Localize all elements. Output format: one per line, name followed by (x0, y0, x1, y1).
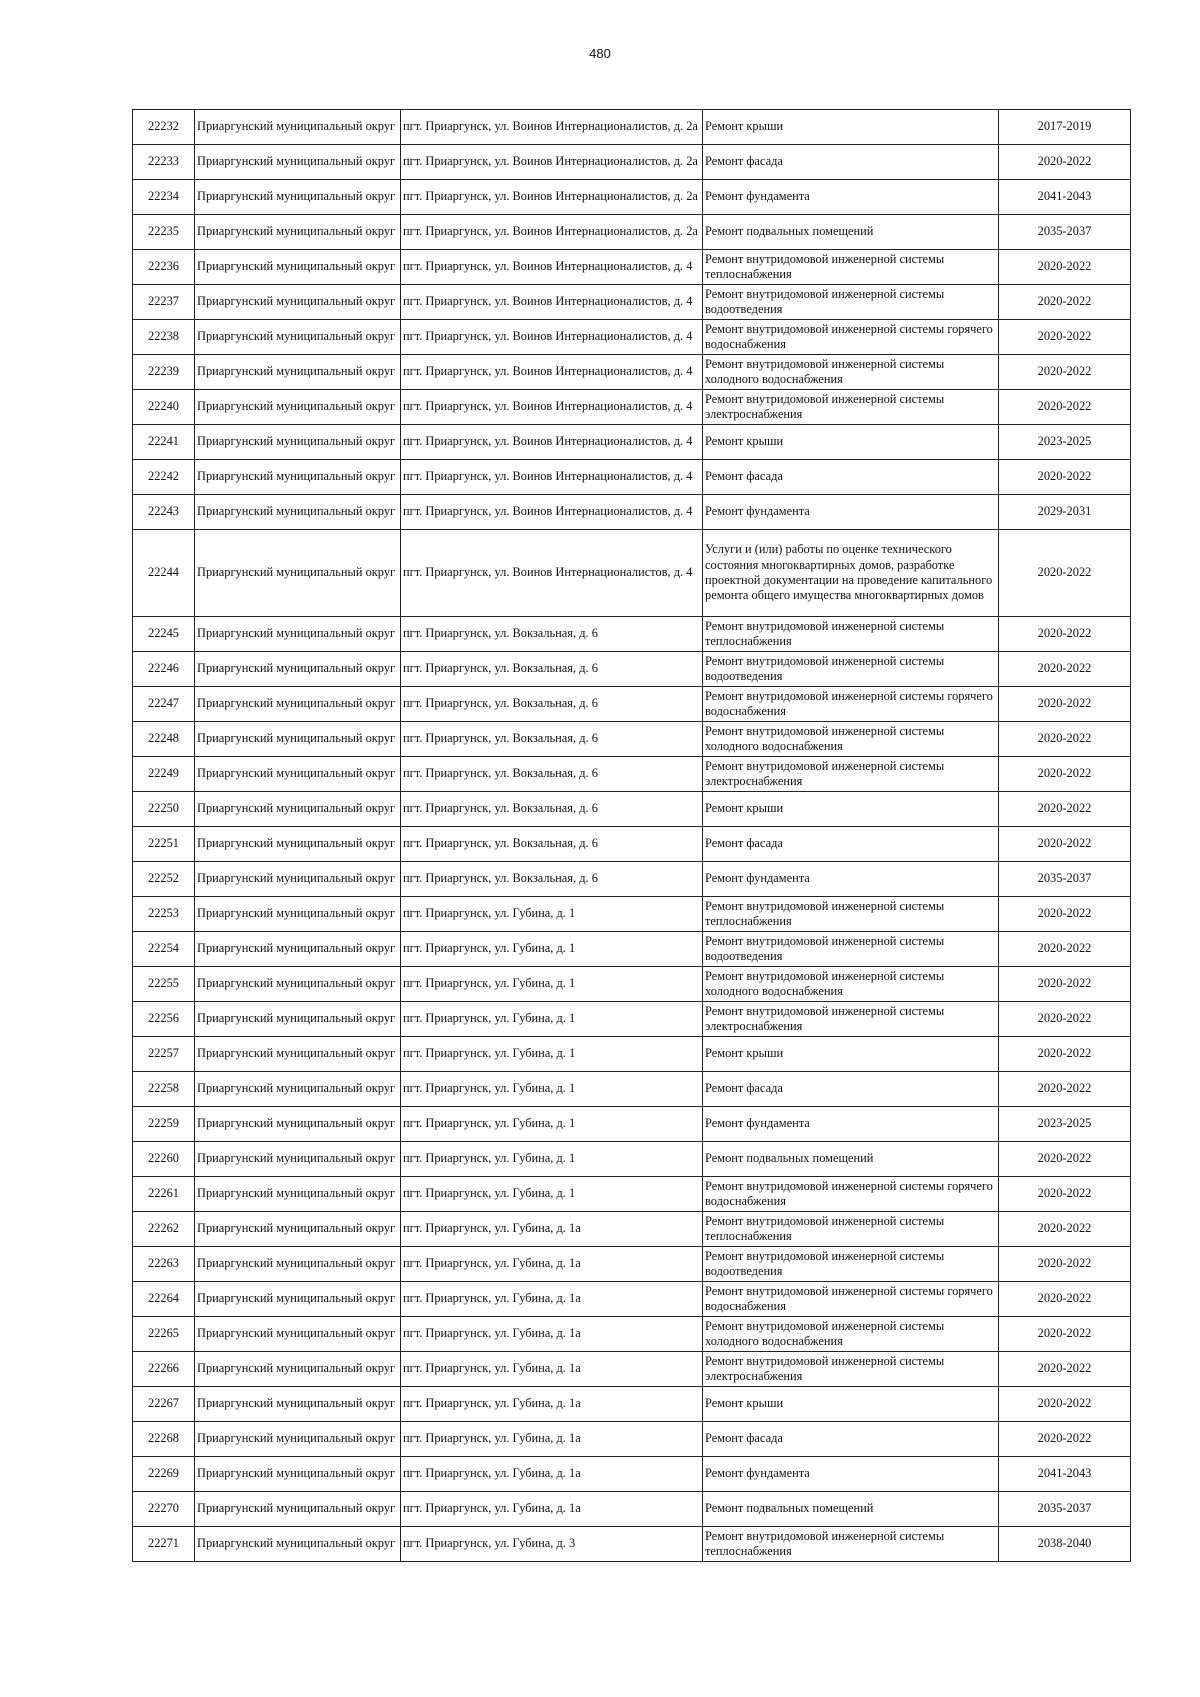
period-cell: 2020-2022 (999, 1072, 1131, 1107)
period-cell: 2020-2022 (999, 285, 1131, 320)
work-type-cell: Ремонт внутридомовой инженерной системы водоотведения (703, 1247, 999, 1282)
district-cell: Приаргунский муниципальный округ (195, 1492, 401, 1527)
address-cell: пгт. Приаргунск, ул. Воинов Интернационалистов, д. 4 (401, 530, 703, 617)
table-row (133, 897, 1131, 932)
row-number-cell: 22250 (133, 792, 195, 827)
row-number-cell: 22262 (133, 1212, 195, 1247)
address-cell: пгт. Приаргунск, ул. Воинов Интернационалистов, д. 4 (401, 495, 703, 530)
row-number-cell: 22256 (133, 1002, 195, 1037)
work-type-cell: Ремонт внутридомовой инженерной системы электроснабжения (703, 390, 999, 425)
table-row (133, 1457, 1131, 1492)
district-cell: Приаргунский муниципальный округ (195, 390, 401, 425)
row-number-cell: 22260 (133, 1142, 195, 1177)
row-number-cell: 22246 (133, 652, 195, 687)
table-row (133, 967, 1131, 1002)
row-number-cell: 22249 (133, 757, 195, 792)
address-cell: пгт. Приаргунск, ул. Губина, д. 1а (401, 1317, 703, 1352)
row-number-cell: 22268 (133, 1422, 195, 1457)
period-cell: 2020-2022 (999, 932, 1131, 967)
row-number-cell: 22234 (133, 180, 195, 215)
address-cell: пгт. Приаргунск, ул. Губина, д. 1а (401, 1457, 703, 1492)
district-cell: Приаргунский муниципальный округ (195, 1317, 401, 1352)
district-cell: Приаргунский муниципальный округ (195, 967, 401, 1002)
row-number-cell: 22241 (133, 425, 195, 460)
period-cell: 2035-2037 (999, 1492, 1131, 1527)
work-type-cell: Ремонт внутридомовой инженерной системы холодного водоснабжения (703, 1317, 999, 1352)
row-number-cell: 22240 (133, 390, 195, 425)
row-number-cell: 22245 (133, 617, 195, 652)
address-cell: пгт. Приаргунск, ул. Губина, д. 1а (401, 1492, 703, 1527)
table-row (133, 495, 1131, 530)
work-type-cell: Ремонт внутридомовой инженерной системы горячего водоснабжения (703, 687, 999, 722)
work-type-cell: Ремонт фасада (703, 460, 999, 495)
work-type-cell: Ремонт внутридомовой инженерной системы теплоснабжения (703, 617, 999, 652)
work-type-cell: Ремонт крыши (703, 425, 999, 460)
work-type-cell: Ремонт фасада (703, 1072, 999, 1107)
table-row (133, 1037, 1131, 1072)
row-number-cell: 22244 (133, 530, 195, 617)
district-cell: Приаргунский муниципальный округ (195, 827, 401, 862)
period-cell: 2020-2022 (999, 757, 1131, 792)
address-cell: пгт. Приаргунск, ул. Воинов Интернационалистов, д. 4 (401, 285, 703, 320)
row-number-cell: 22236 (133, 250, 195, 285)
work-type-cell: Ремонт подвальных помещений (703, 1142, 999, 1177)
row-number-cell: 22253 (133, 897, 195, 932)
period-cell: 2020-2022 (999, 145, 1131, 180)
period-cell: 2038-2040 (999, 1527, 1131, 1562)
work-type-cell: Ремонт фасада (703, 827, 999, 862)
period-cell: 2029-2031 (999, 495, 1131, 530)
period-cell: 2020-2022 (999, 897, 1131, 932)
table-row (133, 1002, 1131, 1037)
period-cell: 2020-2022 (999, 827, 1131, 862)
table-row (133, 757, 1131, 792)
table-row (133, 180, 1131, 215)
address-cell: пгт. Приаргунск, ул. Воинов Интернационалистов, д. 4 (401, 355, 703, 390)
address-cell: пгт. Приаргунск, ул. Вокзальная, д. 6 (401, 792, 703, 827)
period-cell: 2020-2022 (999, 722, 1131, 757)
work-type-cell: Ремонт внутридомовой инженерной системы теплоснабжения (703, 897, 999, 932)
row-number-cell: 22248 (133, 722, 195, 757)
row-number-cell: 22266 (133, 1352, 195, 1387)
period-cell: 2020-2022 (999, 1247, 1131, 1282)
work-type-cell: Ремонт фундамента (703, 862, 999, 897)
table-row (133, 1422, 1131, 1457)
table-row (133, 722, 1131, 757)
period-cell: 2020-2022 (999, 792, 1131, 827)
table-row (133, 145, 1131, 180)
district-cell: Приаргунский муниципальный округ (195, 180, 401, 215)
address-cell: пгт. Приаргунск, ул. Губина, д. 1а (401, 1387, 703, 1422)
table-row (133, 1527, 1131, 1562)
work-type-cell: Ремонт внутридомовой инженерной системы электроснабжения (703, 1002, 999, 1037)
work-type-cell: Ремонт крыши (703, 1037, 999, 1072)
row-number-cell: 22271 (133, 1527, 195, 1562)
district-cell: Приаргунский муниципальный округ (195, 145, 401, 180)
district-cell: Приаргунский муниципальный округ (195, 320, 401, 355)
row-number-cell: 22235 (133, 215, 195, 250)
district-cell: Приаргунский муниципальный округ (195, 1457, 401, 1492)
district-cell: Приаргунский муниципальный округ (195, 1247, 401, 1282)
work-type-cell: Ремонт подвальных помещений (703, 1492, 999, 1527)
row-number-cell: 22239 (133, 355, 195, 390)
table-row (133, 425, 1131, 460)
period-cell: 2020-2022 (999, 652, 1131, 687)
table-row (133, 390, 1131, 425)
table-row (133, 1352, 1131, 1387)
table-row (133, 1282, 1131, 1317)
district-cell: Приаргунский муниципальный округ (195, 1352, 401, 1387)
row-number-cell: 22242 (133, 460, 195, 495)
row-number-cell: 22264 (133, 1282, 195, 1317)
repair-schedule-table (132, 109, 1131, 1562)
work-type-cell: Ремонт внутридомовой инженерной системы холодного водоснабжения (703, 355, 999, 390)
district-cell: Приаргунский муниципальный округ (195, 530, 401, 617)
table-row (133, 110, 1131, 145)
period-cell: 2020-2022 (999, 320, 1131, 355)
district-cell: Приаргунский муниципальный округ (195, 617, 401, 652)
table-row (133, 1317, 1131, 1352)
table-row (133, 1107, 1131, 1142)
work-type-cell: Ремонт внутридомовой инженерной системы теплоснабжения (703, 1212, 999, 1247)
table-row (133, 862, 1131, 897)
period-cell: 2020-2022 (999, 1212, 1131, 1247)
table-row (133, 1492, 1131, 1527)
row-number-cell: 22238 (133, 320, 195, 355)
period-cell: 2020-2022 (999, 1387, 1131, 1422)
period-cell: 2020-2022 (999, 1002, 1131, 1037)
work-type-cell: Ремонт внутридомовой инженерной системы горячего водоснабжения (703, 320, 999, 355)
address-cell: пгт. Приаргунск, ул. Вокзальная, д. 6 (401, 652, 703, 687)
period-cell: 2035-2037 (999, 862, 1131, 897)
work-type-cell: Ремонт фундамента (703, 180, 999, 215)
address-cell: пгт. Приаргунск, ул. Воинов Интернационалистов, д. 2а (401, 110, 703, 145)
district-cell: Приаргунский муниципальный округ (195, 1527, 401, 1562)
work-type-cell: Ремонт внутридомовой инженерной системы холодного водоснабжения (703, 722, 999, 757)
address-cell: пгт. Приаргунск, ул. Губина, д. 1 (401, 1142, 703, 1177)
row-number-cell: 22233 (133, 145, 195, 180)
period-cell: 2020-2022 (999, 1142, 1131, 1177)
district-cell: Приаргунский муниципальный округ (195, 460, 401, 495)
district-cell: Приаргунский муниципальный округ (195, 355, 401, 390)
district-cell: Приаргунский муниципальный округ (195, 897, 401, 932)
district-cell: Приаргунский муниципальный округ (195, 1107, 401, 1142)
period-cell: 2035-2037 (999, 215, 1131, 250)
row-number-cell: 22257 (133, 1037, 195, 1072)
district-cell: Приаргунский муниципальный округ (195, 1387, 401, 1422)
period-cell: 2020-2022 (999, 687, 1131, 722)
address-cell: пгт. Приаргунск, ул. Воинов Интернационалистов, д. 2а (401, 215, 703, 250)
address-cell: пгт. Приаргунск, ул. Воинов Интернационалистов, д. 4 (401, 250, 703, 285)
period-cell: 2023-2025 (999, 1107, 1131, 1142)
address-cell: пгт. Приаргунск, ул. Воинов Интернационалистов, д. 4 (401, 460, 703, 495)
period-cell: 2020-2022 (999, 1317, 1131, 1352)
address-cell: пгт. Приаргунск, ул. Губина, д. 1 (401, 967, 703, 1002)
work-type-cell: Ремонт внутридомовой инженерной системы теплоснабжения (703, 1527, 999, 1562)
work-type-cell: Ремонт внутридомовой инженерной системы водоотведения (703, 652, 999, 687)
address-cell: пгт. Приаргунск, ул. Губина, д. 1а (401, 1212, 703, 1247)
work-type-cell: Ремонт внутридомовой инженерной системы теплоснабжения (703, 250, 999, 285)
row-number-cell: 22255 (133, 967, 195, 1002)
address-cell: пгт. Приаргунск, ул. Воинов Интернационалистов, д. 2а (401, 180, 703, 215)
district-cell: Приаргунский муниципальный округ (195, 250, 401, 285)
work-type-cell: Ремонт внутридомовой инженерной системы электроснабжения (703, 757, 999, 792)
table-row (133, 792, 1131, 827)
address-cell: пгт. Приаргунск, ул. Губина, д. 1а (401, 1422, 703, 1457)
work-type-cell: Ремонт внутридомовой инженерной системы горячего водоснабжения (703, 1282, 999, 1317)
period-cell: 2020-2022 (999, 1177, 1131, 1212)
table-row (133, 1212, 1131, 1247)
work-type-cell: Ремонт внутридомовой инженерной системы холодного водоснабжения (703, 967, 999, 1002)
address-cell: пгт. Приаргунск, ул. Воинов Интернационалистов, д. 4 (401, 425, 703, 460)
row-number-cell: 22261 (133, 1177, 195, 1212)
table-row (133, 285, 1131, 320)
work-type-cell: Ремонт фундамента (703, 1107, 999, 1142)
district-cell: Приаргунский муниципальный округ (195, 1282, 401, 1317)
row-number-cell: 22269 (133, 1457, 195, 1492)
row-number-cell: 22263 (133, 1247, 195, 1282)
address-cell: пгт. Приаргунск, ул. Вокзальная, д. 6 (401, 617, 703, 652)
district-cell: Приаргунский муниципальный округ (195, 285, 401, 320)
address-cell: пгт. Приаргунск, ул. Губина, д. 1а (401, 1247, 703, 1282)
address-cell: пгт. Приаргунск, ул. Вокзальная, д. 6 (401, 722, 703, 757)
table-row (133, 460, 1131, 495)
district-cell: Приаргунский муниципальный округ (195, 1072, 401, 1107)
period-cell: 2041-2043 (999, 1457, 1131, 1492)
address-cell: пгт. Приаргунск, ул. Воинов Интернационалистов, д. 2а (401, 145, 703, 180)
work-type-cell: Ремонт фасада (703, 1422, 999, 1457)
address-cell: пгт. Приаргунск, ул. Губина, д. 1 (401, 1037, 703, 1072)
period-cell: 2020-2022 (999, 250, 1131, 285)
work-type-cell: Ремонт крыши (703, 110, 999, 145)
period-cell: 2020-2022 (999, 617, 1131, 652)
table-row (133, 530, 1131, 617)
address-cell: пгт. Приаргунск, ул. Воинов Интернационалистов, д. 4 (401, 390, 703, 425)
district-cell: Приаргунский муниципальный округ (195, 495, 401, 530)
table-body (133, 110, 1131, 1562)
row-number-cell: 22232 (133, 110, 195, 145)
row-number-cell: 22243 (133, 495, 195, 530)
address-cell: пгт. Приаргунск, ул. Губина, д. 1 (401, 1072, 703, 1107)
row-number-cell: 22252 (133, 862, 195, 897)
table-row (133, 250, 1131, 285)
district-cell: Приаргунский муниципальный округ (195, 215, 401, 250)
address-cell: пгт. Приаргунск, ул. Вокзальная, д. 6 (401, 827, 703, 862)
address-cell: пгт. Приаргунск, ул. Губина, д. 1 (401, 932, 703, 967)
row-number-cell: 22265 (133, 1317, 195, 1352)
row-number-cell: 22270 (133, 1492, 195, 1527)
row-number-cell: 22258 (133, 1072, 195, 1107)
district-cell: Приаргунский муниципальный округ (195, 1212, 401, 1247)
table-row (133, 1072, 1131, 1107)
period-cell: 2020-2022 (999, 967, 1131, 1002)
district-cell: Приаргунский муниципальный округ (195, 862, 401, 897)
work-type-cell: Ремонт подвальных помещений (703, 215, 999, 250)
table-row (133, 827, 1131, 862)
district-cell: Приаргунский муниципальный округ (195, 110, 401, 145)
table-row (133, 617, 1131, 652)
page-number: 480 (589, 46, 611, 61)
period-cell: 2017-2019 (999, 110, 1131, 145)
work-type-cell: Ремонт крыши (703, 792, 999, 827)
address-cell: пгт. Приаргунск, ул. Вокзальная, д. 6 (401, 687, 703, 722)
period-cell: 2020-2022 (999, 390, 1131, 425)
district-cell: Приаргунский муниципальный округ (195, 425, 401, 460)
district-cell: Приаргунский муниципальный округ (195, 1142, 401, 1177)
address-cell: пгт. Приаргунск, ул. Воинов Интернационалистов, д. 4 (401, 320, 703, 355)
period-cell: 2020-2022 (999, 355, 1131, 390)
table-row (133, 932, 1131, 967)
table-row (133, 1142, 1131, 1177)
table-row (133, 320, 1131, 355)
table-row (133, 652, 1131, 687)
row-number-cell: 22237 (133, 285, 195, 320)
row-number-cell: 22254 (133, 932, 195, 967)
period-cell: 2020-2022 (999, 1037, 1131, 1072)
period-cell: 2020-2022 (999, 1352, 1131, 1387)
work-type-cell: Ремонт внутридомовой инженерной системы электроснабжения (703, 1352, 999, 1387)
work-type-cell: Ремонт внутридомовой инженерной системы водоотведения (703, 932, 999, 967)
address-cell: пгт. Приаргунск, ул. Вокзальная, д. 6 (401, 757, 703, 792)
period-cell: 2020-2022 (999, 530, 1131, 617)
period-cell: 2020-2022 (999, 1422, 1131, 1457)
table-row (133, 1177, 1131, 1212)
work-type-cell: Ремонт крыши (703, 1387, 999, 1422)
district-cell: Приаргунский муниципальный округ (195, 932, 401, 967)
period-cell: 2041-2043 (999, 180, 1131, 215)
work-type-cell: Ремонт фундамента (703, 495, 999, 530)
row-number-cell: 22247 (133, 687, 195, 722)
district-cell: Приаргунский муниципальный округ (195, 1422, 401, 1457)
district-cell: Приаргунский муниципальный округ (195, 687, 401, 722)
work-type-cell: Ремонт фундамента (703, 1457, 999, 1492)
district-cell: Приаргунский муниципальный округ (195, 1177, 401, 1212)
work-type-cell: Ремонт фасада (703, 145, 999, 180)
address-cell: пгт. Приаргунск, ул. Губина, д. 1а (401, 1282, 703, 1317)
district-cell: Приаргунский муниципальный округ (195, 792, 401, 827)
table-row (133, 687, 1131, 722)
address-cell: пгт. Приаргунск, ул. Губина, д. 1а (401, 1352, 703, 1387)
work-type-cell: Ремонт внутридомовой инженерной системы горячего водоснабжения (703, 1177, 999, 1212)
table-row (133, 355, 1131, 390)
district-cell: Приаргунский муниципальный округ (195, 1037, 401, 1072)
district-cell: Приаргунский муниципальный округ (195, 757, 401, 792)
address-cell: пгт. Приаргунск, ул. Губина, д. 1 (401, 1107, 703, 1142)
address-cell: пгт. Приаргунск, ул. Губина, д. 1 (401, 1002, 703, 1037)
address-cell: пгт. Приаргунск, ул. Губина, д. 1 (401, 897, 703, 932)
district-cell: Приаргунский муниципальный округ (195, 652, 401, 687)
district-cell: Приаргунский муниципальный округ (195, 722, 401, 757)
address-cell: пгт. Приаргунск, ул. Губина, д. 3 (401, 1527, 703, 1562)
work-type-cell: Услуги и (или) работы по оценке технического состояния многоквартирных домов, разработке проектной документации на проведение капитального ремонта общего имущества многоквартирных домов (703, 530, 999, 617)
row-number-cell: 22251 (133, 827, 195, 862)
district-cell: Приаргунский муниципальный округ (195, 1002, 401, 1037)
work-type-cell: Ремонт внутридомовой инженерной системы водоотведения (703, 285, 999, 320)
address-cell: пгт. Приаргунск, ул. Губина, д. 1 (401, 1177, 703, 1212)
row-number-cell: 22259 (133, 1107, 195, 1142)
table-row (133, 1387, 1131, 1422)
address-cell: пгт. Приаргунск, ул. Вокзальная, д. 6 (401, 862, 703, 897)
period-cell: 2023-2025 (999, 425, 1131, 460)
row-number-cell: 22267 (133, 1387, 195, 1422)
table-row (133, 215, 1131, 250)
table-row (133, 1247, 1131, 1282)
period-cell: 2020-2022 (999, 1282, 1131, 1317)
period-cell: 2020-2022 (999, 460, 1131, 495)
